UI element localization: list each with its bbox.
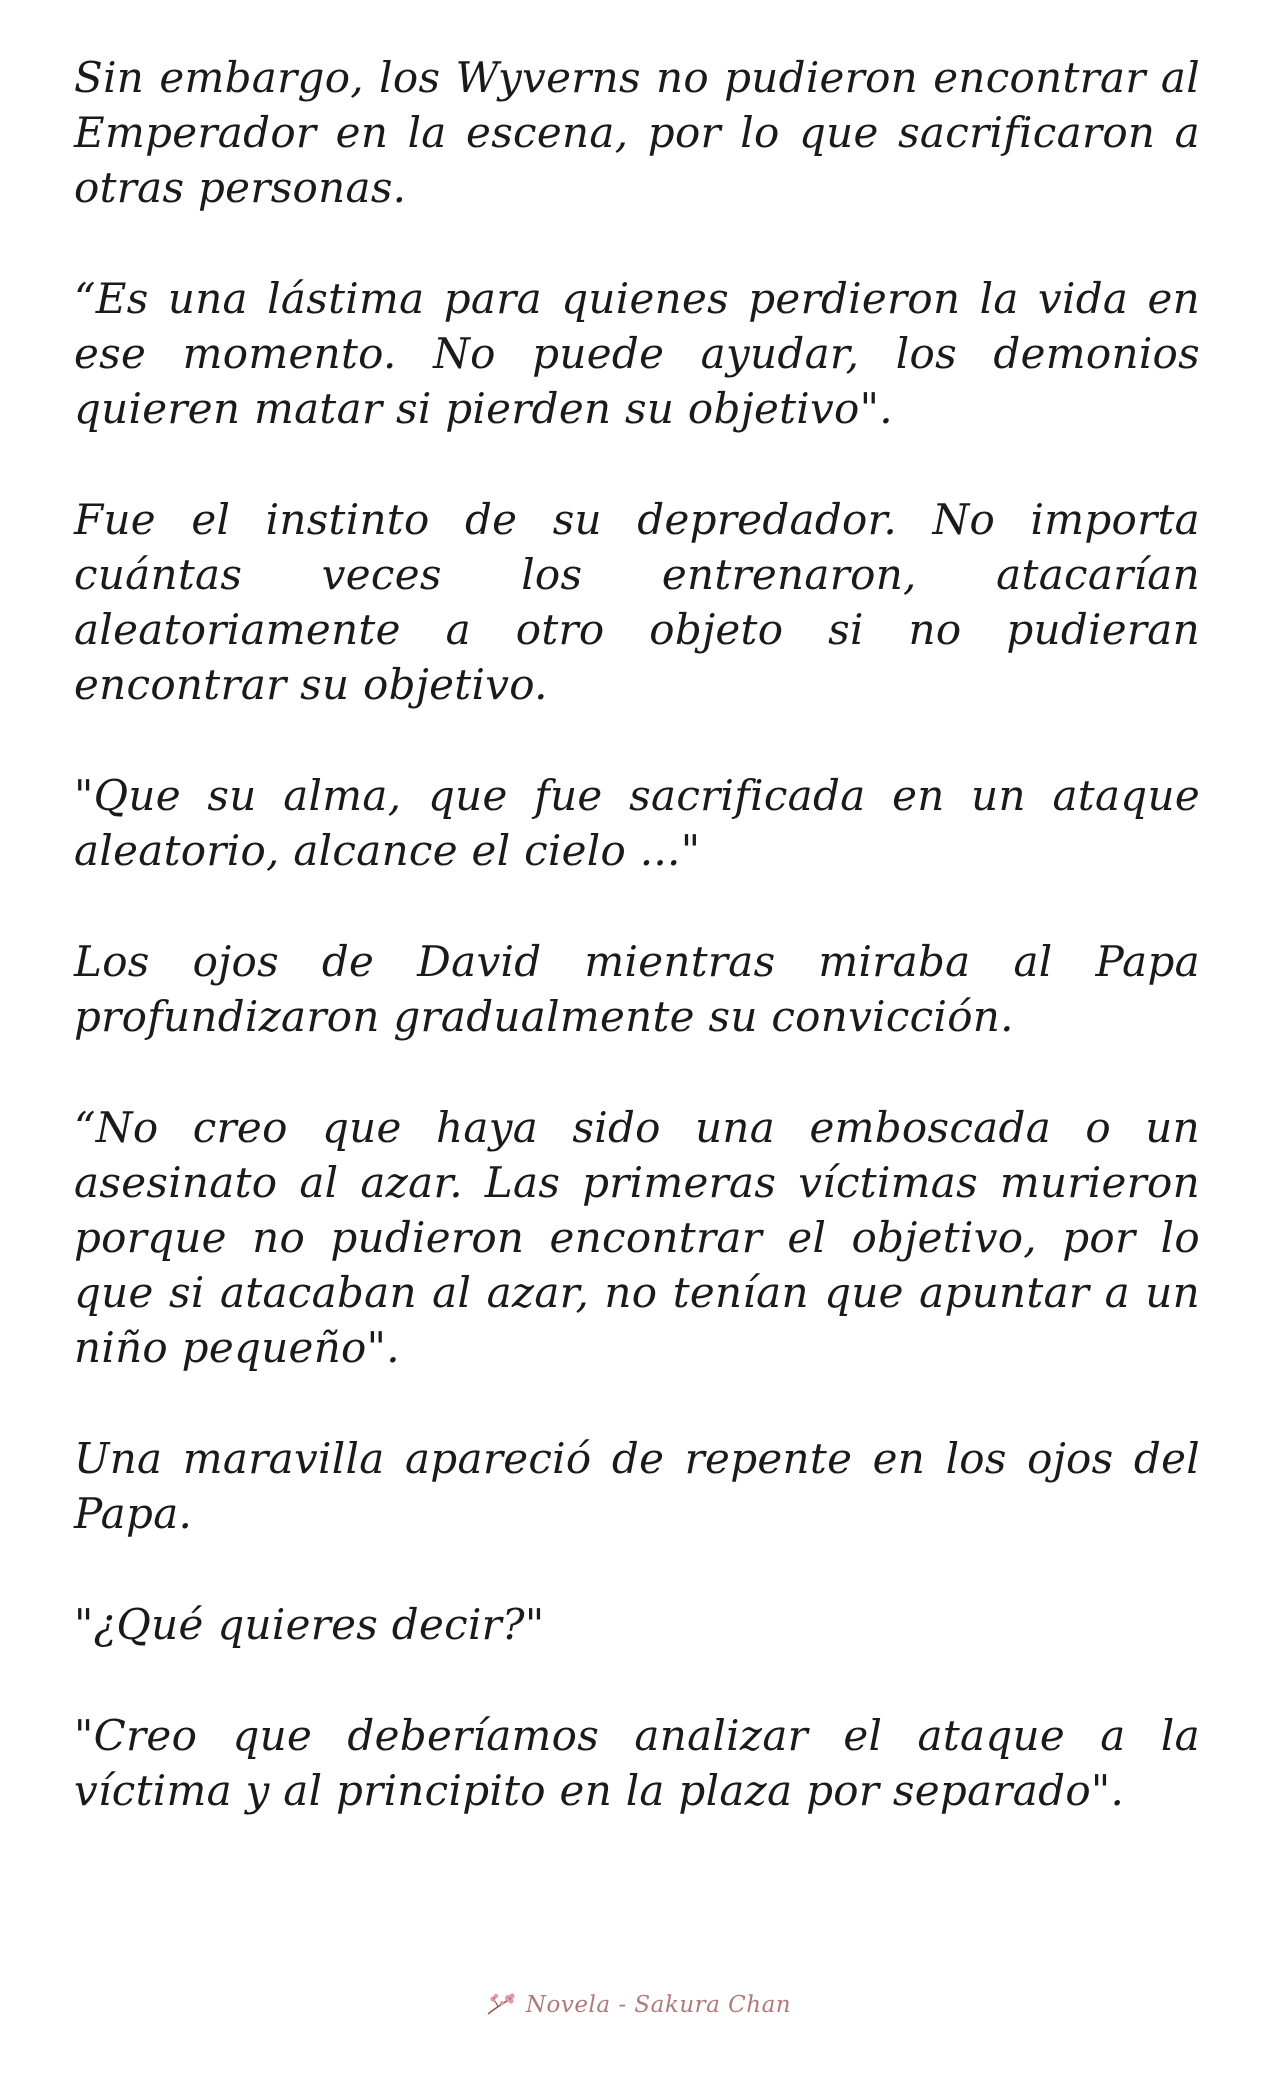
- paragraph-6: “No creo que haya sido una emboscada o un asesinato al azar. Las primeras víctimas murieron porque no pudieron encontrar el objetivo, por lo que si atacaban al azar, no tenían que apuntar a un niño pequeño".: [74, 1103, 1200, 1372]
- paragraph-5: Los ojos de David mientras miraba al Papa profundizaron gradualmente su convicción.: [74, 937, 1200, 1041]
- paragraph-9: "Creo que deberíamos analizar el ataque a la víctima y al principito en la plaza por separado".: [74, 1711, 1200, 1815]
- watermark-footer: [0, 1990, 1275, 2024]
- paragraph-8: "¿Qué quieres decir?": [74, 1600, 545, 1649]
- paragraph-7: Una maravilla apareció de repente en los ojos del Papa.: [74, 1434, 1200, 1538]
- paragraph-1: Sin embargo, los Wyverns no pudieron encontrar al Emperador en la escena, por lo que sacrificaron a otras personas.: [74, 53, 1200, 212]
- sakura-flower-icon: [484, 1990, 518, 2020]
- paragraph-3: Fue el instinto de su depredador. No importa cuántas veces los entrenaron, atacarían aleatoriamente a otro objeto si no pudieran encontrar su objetivo.: [74, 495, 1200, 709]
- paragraph-4: "Que su alma, que fue sacrificada en un ataque aleatorio, alcance el cielo ...": [74, 771, 1200, 875]
- watermark: [484, 1990, 791, 2020]
- chapter-text: [74, 50, 1200, 1874]
- paragraph-2: “Es una lástima para quienes perdieron la vida en ese momento. No puede ayudar, los demonios quieren matar si pierden su objetivo".: [74, 274, 1200, 433]
- watermark-text: Novela - Sakura Chan: [525, 1992, 792, 2018]
